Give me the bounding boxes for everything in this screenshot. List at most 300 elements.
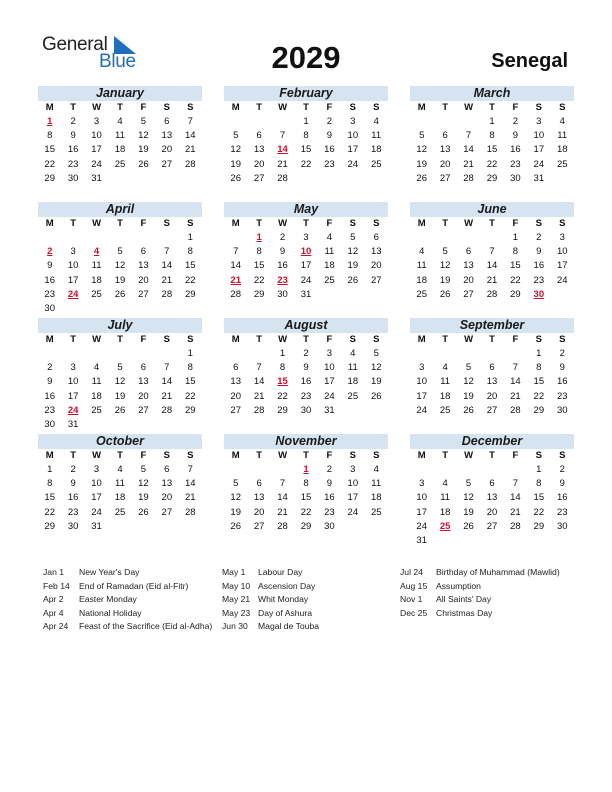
- day-cell: 28: [230, 288, 241, 300]
- day-cell: 13: [253, 492, 265, 504]
- day-cell: 5: [140, 116, 147, 127]
- empty-day-cell: [247, 347, 270, 361]
- day-cell: 3: [350, 116, 356, 127]
- day-cell: 13: [230, 376, 241, 388]
- day-cell: 29: [510, 288, 521, 300]
- weekday-header: F: [326, 334, 333, 345]
- day-cell: 8: [536, 478, 542, 490]
- day-cell: 5: [350, 232, 356, 243]
- weekday-header: F: [512, 102, 519, 113]
- holiday-column: [43, 566, 212, 634]
- weekday-header: S: [349, 218, 356, 229]
- empty-day-cell: [480, 231, 503, 245]
- day-cell: 28: [161, 288, 173, 300]
- day-cell: 14: [184, 478, 196, 490]
- day-cell: 27: [253, 172, 265, 184]
- day-cell: 9: [303, 362, 309, 374]
- day-cell: 10: [67, 376, 79, 388]
- empty-day-cell: [155, 231, 178, 245]
- day-cell: 10: [67, 260, 79, 272]
- day-cell: 9: [279, 246, 286, 258]
- weekday-header: S: [163, 450, 170, 461]
- day-cell: 26: [230, 520, 241, 532]
- weekday-header: S: [559, 450, 566, 461]
- empty-day-cell: [433, 347, 456, 361]
- empty-day-cell: [410, 231, 433, 245]
- holiday-name: Day of Ashura: [258, 607, 312, 618]
- weekday-header: F: [140, 334, 147, 345]
- day-cell: 1: [536, 348, 542, 359]
- weekday-header: T: [117, 218, 123, 229]
- day-cell: 16: [44, 274, 55, 286]
- holiday-date: Apr 4: [43, 607, 64, 618]
- weekday-header: S: [349, 450, 356, 461]
- empty-day-cell: [271, 115, 294, 129]
- empty-day-cell: [38, 347, 61, 361]
- day-cell: 25: [556, 158, 568, 170]
- day-cell: 5: [419, 130, 425, 142]
- day-cell: 14: [184, 130, 196, 142]
- day-cell: 26: [347, 274, 359, 286]
- day-cell: 12: [347, 246, 359, 258]
- weekday-header: T: [70, 450, 77, 461]
- day-cell: 7: [512, 362, 519, 374]
- holiday-day-cell: 21: [230, 274, 241, 286]
- weekday-header: F: [140, 102, 147, 113]
- day-cell: 14: [510, 376, 521, 388]
- logo-text-blue: Blue: [99, 51, 136, 72]
- empty-day-cell: [410, 347, 433, 361]
- month-title: April: [38, 202, 202, 217]
- holiday-day-cell: 4: [93, 246, 100, 258]
- holiday-name: Ascension Day: [258, 580, 316, 591]
- day-cell: 15: [184, 376, 196, 388]
- day-cell: 12: [439, 260, 451, 272]
- weekday-header: T: [117, 102, 123, 113]
- day-cell: 2: [536, 232, 542, 243]
- day-cell: 3: [93, 116, 100, 127]
- day-cell: 22: [44, 506, 55, 518]
- day-cell: 11: [347, 362, 358, 374]
- day-cell: 3: [303, 232, 309, 243]
- day-cell: 25: [114, 506, 126, 518]
- day-cell: 4: [117, 464, 123, 475]
- day-cell: 28: [184, 158, 196, 170]
- day-cell: 30: [44, 302, 55, 314]
- day-cell: 21: [486, 274, 498, 286]
- day-cell: 31: [91, 172, 102, 184]
- holiday-name: New Year's Day: [79, 567, 140, 577]
- weekday-header: T: [256, 218, 263, 229]
- day-cell: 30: [67, 172, 79, 184]
- weekday-header: F: [140, 450, 147, 461]
- day-cell: 22: [510, 274, 521, 286]
- day-cell: 27: [463, 288, 474, 300]
- weekday-header: W: [278, 218, 288, 229]
- weekday-header: F: [512, 334, 519, 345]
- day-cell: 14: [486, 260, 498, 272]
- day-cell: 28: [463, 172, 474, 184]
- holiday-row: [222, 607, 319, 621]
- holiday-row: [43, 607, 212, 621]
- day-cell: 27: [253, 520, 265, 532]
- month-grid: [38, 333, 202, 432]
- day-cell: 13: [486, 492, 498, 504]
- day-cell: 11: [440, 492, 451, 504]
- day-cell: 11: [440, 376, 451, 388]
- day-cell: 8: [303, 478, 309, 490]
- empty-day-cell: [61, 231, 84, 245]
- month-grid: [224, 333, 388, 418]
- holiday-column: [222, 566, 319, 634]
- day-cell: 4: [117, 116, 123, 127]
- weekday-header: T: [442, 334, 449, 345]
- day-cell: 7: [489, 246, 495, 258]
- day-cell: 20: [486, 390, 498, 402]
- day-cell: 5: [140, 464, 147, 475]
- weekday-header: T: [489, 218, 495, 229]
- day-cell: 14: [463, 144, 474, 156]
- empty-day-cell: [38, 231, 61, 245]
- day-cell: 8: [279, 362, 286, 374]
- day-cell: 15: [533, 492, 545, 504]
- holiday-day-cell: 14: [277, 144, 288, 156]
- empty-day-cell: [61, 347, 84, 361]
- day-cell: 14: [230, 260, 241, 272]
- day-cell: 21: [510, 390, 521, 402]
- day-cell: 18: [114, 492, 126, 504]
- empty-day-cell: [504, 347, 527, 361]
- month-july: [38, 318, 202, 432]
- day-cell: 31: [324, 404, 335, 416]
- day-cell: 23: [324, 158, 335, 170]
- holiday-row: [400, 593, 560, 607]
- weekday-header: W: [464, 102, 474, 113]
- day-cell: 6: [489, 362, 495, 374]
- empty-day-cell: [247, 115, 270, 129]
- day-cell: 29: [533, 404, 545, 416]
- weekday-header: T: [442, 102, 449, 113]
- day-cell: 9: [512, 130, 519, 142]
- holiday-day-cell: 1: [256, 232, 262, 243]
- day-cell: 21: [510, 506, 521, 518]
- day-cell: 2: [512, 116, 519, 127]
- day-cell: 18: [91, 390, 102, 402]
- day-cell: 5: [465, 478, 472, 490]
- day-cell: 20: [370, 260, 382, 272]
- day-cell: 23: [556, 390, 568, 402]
- month-title: December: [410, 434, 574, 449]
- day-cell: 27: [138, 404, 149, 416]
- day-cell: 22: [533, 506, 545, 518]
- month-grid: [224, 101, 388, 186]
- country-name: Senegal: [491, 50, 568, 72]
- day-cell: 17: [533, 144, 545, 156]
- empty-day-cell: [224, 231, 247, 245]
- day-cell: 25: [91, 288, 102, 300]
- day-cell: 2: [559, 464, 565, 475]
- day-cell: 24: [347, 158, 359, 170]
- day-cell: 25: [370, 506, 382, 518]
- weekday-header: S: [349, 334, 356, 345]
- day-cell: 26: [138, 158, 149, 170]
- day-cell: 1: [187, 232, 193, 243]
- holiday-date: Aug 15: [400, 580, 428, 591]
- day-cell: 29: [486, 172, 498, 184]
- weekday-header: T: [256, 334, 263, 345]
- weekday-header: T: [442, 218, 449, 229]
- day-cell: 1: [512, 232, 519, 243]
- empty-day-cell: [108, 347, 131, 361]
- day-cell: 26: [114, 288, 126, 300]
- month-grid: [38, 217, 202, 316]
- day-cell: 23: [324, 506, 335, 518]
- day-cell: 16: [324, 492, 335, 504]
- empty-day-cell: [480, 347, 503, 361]
- day-cell: 13: [161, 478, 173, 490]
- day-cell: 25: [114, 158, 126, 170]
- day-cell: 23: [300, 390, 312, 402]
- day-cell: 11: [371, 130, 382, 142]
- holiday-date: Apr 24: [43, 621, 69, 632]
- day-cell: 4: [442, 478, 448, 490]
- day-cell: 25: [91, 404, 102, 416]
- day-cell: 17: [416, 506, 427, 518]
- holiday-day-cell: 15: [277, 376, 288, 388]
- weekday-header: F: [326, 218, 333, 229]
- day-cell: 27: [370, 274, 382, 286]
- holiday-name: End of Ramadan (Eid al-Fitr): [79, 580, 189, 591]
- empty-day-cell: [457, 347, 480, 361]
- weekday-header: S: [163, 218, 170, 229]
- month-title: January: [38, 86, 202, 101]
- day-cell: 30: [556, 404, 568, 416]
- day-cell: 6: [256, 478, 262, 490]
- day-cell: 6: [164, 116, 170, 127]
- day-cell: 9: [559, 478, 565, 490]
- day-cell: 6: [140, 362, 147, 374]
- weekday-header: W: [278, 102, 288, 113]
- day-cell: 19: [114, 274, 126, 286]
- holiday-day-cell: 2: [47, 246, 53, 258]
- day-cell: 25: [324, 274, 335, 286]
- holiday-row: [222, 566, 319, 580]
- day-cell: 28: [161, 404, 173, 416]
- holiday-name: Christmas Day: [436, 607, 493, 618]
- holiday-day-cell: 1: [303, 464, 309, 475]
- weekday-header: T: [489, 102, 495, 113]
- day-cell: 20: [486, 506, 498, 518]
- day-cell: 27: [439, 172, 451, 184]
- holiday-date: Dec 25: [400, 607, 428, 618]
- day-cell: 15: [533, 376, 545, 388]
- weekday-header: S: [373, 218, 380, 229]
- holiday-row: [43, 580, 212, 594]
- weekday-header: F: [326, 450, 333, 461]
- day-cell: 11: [324, 246, 335, 258]
- weekday-header: M: [45, 334, 54, 345]
- day-cell: 5: [117, 246, 123, 258]
- month-grid: [38, 101, 202, 186]
- holiday-name: Whit Monday: [258, 594, 309, 605]
- day-cell: 16: [510, 144, 521, 156]
- day-cell: 24: [91, 506, 102, 518]
- empty-day-cell: [457, 115, 480, 129]
- day-cell: 16: [67, 144, 79, 156]
- day-cell: 18: [370, 144, 382, 156]
- day-cell: 2: [47, 362, 53, 374]
- day-cell: 20: [439, 158, 451, 170]
- day-cell: 19: [138, 144, 149, 156]
- day-cell: 22: [277, 390, 288, 402]
- weekday-header: S: [187, 102, 194, 113]
- day-cell: 5: [442, 246, 448, 258]
- day-cell: 12: [114, 376, 126, 388]
- month-title: August: [224, 318, 388, 333]
- day-cell: 6: [489, 478, 495, 490]
- day-cell: 27: [486, 520, 498, 532]
- day-cell: 9: [47, 376, 53, 388]
- day-cell: 10: [324, 362, 335, 374]
- day-cell: 20: [138, 274, 149, 286]
- weekday-header: S: [559, 102, 566, 113]
- day-cell: 18: [439, 390, 451, 402]
- day-cell: 4: [326, 232, 333, 243]
- day-cell: 15: [184, 260, 196, 272]
- weekday-header: W: [464, 450, 474, 461]
- month-february: [224, 86, 388, 186]
- weekday-header: T: [303, 450, 309, 461]
- day-cell: 23: [67, 506, 79, 518]
- weekday-header: M: [231, 218, 240, 229]
- day-cell: 17: [91, 492, 102, 504]
- day-cell: 7: [256, 362, 262, 374]
- day-cell: 29: [277, 404, 288, 416]
- day-cell: 9: [326, 130, 333, 142]
- day-cell: 26: [114, 404, 126, 416]
- holiday-row: [43, 620, 212, 634]
- month-january: [38, 86, 202, 186]
- day-cell: 19: [230, 158, 241, 170]
- day-cell: 2: [326, 464, 333, 475]
- day-cell: 17: [300, 260, 312, 272]
- holiday-row: [43, 593, 212, 607]
- weekday-header: T: [489, 334, 495, 345]
- weekday-header: W: [278, 334, 288, 345]
- day-cell: 21: [253, 390, 265, 402]
- day-cell: 16: [300, 376, 312, 388]
- empty-day-cell: [247, 463, 270, 477]
- day-cell: 13: [486, 376, 498, 388]
- day-cell: 30: [44, 418, 55, 430]
- empty-day-cell: [132, 347, 155, 361]
- empty-day-cell: [85, 231, 108, 245]
- empty-day-cell: [155, 347, 178, 361]
- holiday-day-cell: 25: [439, 520, 451, 532]
- day-cell: 23: [533, 274, 545, 286]
- holiday-date: Nov 1: [400, 594, 423, 605]
- day-cell: 15: [510, 260, 521, 272]
- day-cell: 25: [347, 390, 359, 402]
- holiday-name: Easter Monday: [79, 594, 137, 605]
- month-title: June: [410, 202, 574, 217]
- day-cell: 28: [510, 520, 521, 532]
- weekday-header: T: [70, 334, 77, 345]
- month-grid: [224, 449, 388, 534]
- month-may: [224, 202, 388, 302]
- month-september: [410, 318, 574, 418]
- day-cell: 13: [253, 144, 265, 156]
- day-cell: 19: [439, 274, 451, 286]
- empty-day-cell: [224, 115, 247, 129]
- day-cell: 20: [253, 506, 265, 518]
- holiday-day-cell: 24: [67, 404, 79, 416]
- day-cell: 24: [416, 520, 427, 532]
- day-cell: 30: [67, 520, 79, 532]
- day-cell: 28: [184, 506, 196, 518]
- holiday-row: [400, 607, 560, 621]
- day-cell: 28: [277, 520, 288, 532]
- day-cell: 25: [439, 404, 451, 416]
- day-cell: 20: [161, 492, 173, 504]
- day-cell: 17: [67, 274, 79, 286]
- holiday-row: [400, 580, 560, 594]
- day-cell: 6: [256, 130, 262, 142]
- day-cell: 15: [44, 144, 55, 156]
- day-cell: 22: [184, 390, 196, 402]
- day-cell: 8: [187, 246, 193, 258]
- day-cell: 28: [486, 288, 498, 300]
- month-grid: [410, 333, 574, 418]
- holiday-day-cell: 10: [300, 246, 312, 258]
- day-cell: 3: [70, 246, 76, 258]
- holiday-name: Assumption: [436, 580, 481, 591]
- empty-day-cell: [132, 231, 155, 245]
- day-cell: 13: [463, 260, 474, 272]
- day-cell: 28: [510, 404, 521, 416]
- weekday-header: M: [417, 102, 426, 113]
- day-cell: 5: [465, 362, 472, 374]
- day-cell: 27: [161, 158, 173, 170]
- day-cell: 10: [556, 246, 568, 258]
- day-cell: 12: [463, 492, 474, 504]
- day-cell: 12: [230, 492, 241, 504]
- month-december: [410, 434, 574, 548]
- day-cell: 28: [253, 404, 265, 416]
- empty-day-cell: [224, 347, 247, 361]
- holiday-date: May 23: [222, 607, 251, 618]
- day-cell: 4: [93, 362, 100, 374]
- holiday-column: [400, 566, 560, 620]
- month-title: February: [224, 86, 388, 101]
- weekday-header: W: [464, 218, 474, 229]
- weekday-header: S: [535, 218, 542, 229]
- day-cell: 15: [253, 260, 265, 272]
- day-cell: 15: [486, 144, 498, 156]
- day-cell: 4: [442, 362, 448, 374]
- day-cell: 17: [347, 492, 359, 504]
- day-cell: 31: [91, 520, 102, 532]
- month-title: May: [224, 202, 388, 217]
- day-cell: 30: [510, 172, 521, 184]
- day-cell: 21: [184, 492, 196, 504]
- day-cell: 7: [279, 130, 286, 142]
- day-cell: 23: [44, 404, 55, 416]
- day-cell: 31: [300, 288, 312, 300]
- day-cell: 16: [44, 390, 55, 402]
- holiday-day-cell: 30: [533, 288, 545, 300]
- day-cell: 4: [350, 348, 356, 359]
